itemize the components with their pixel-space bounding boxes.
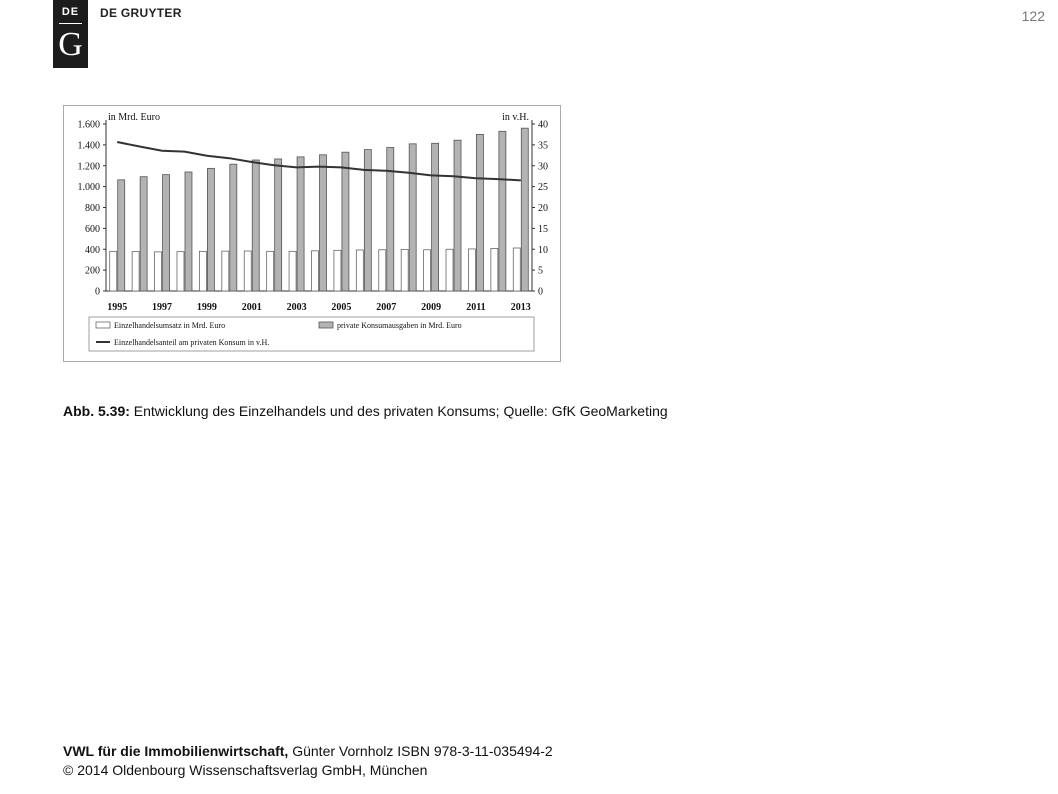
- logo-g-text: G: [58, 26, 83, 63]
- bar-einzelhandelsumsatz: [334, 250, 341, 291]
- bar-konsumausgaben: [521, 128, 528, 291]
- bar-einzelhandelsumsatz: [155, 252, 162, 291]
- logo-de-text: DE: [61, 6, 80, 18]
- legend-swatch-einzelhandelsumsatz: [96, 322, 110, 328]
- bar-konsumausgaben: [320, 155, 327, 291]
- bar-konsumausgaben: [454, 140, 461, 291]
- bar-einzelhandelsumsatz: [132, 252, 139, 291]
- bar-einzelhandelsumsatz: [401, 249, 408, 291]
- x-axis-tick-label: 2013: [510, 302, 531, 313]
- bar-einzelhandelsumsatz: [110, 251, 117, 291]
- left-axis-tick-label: 0: [95, 286, 100, 298]
- x-axis-tick-label: 2003: [286, 302, 307, 313]
- left-axis-tick-label: 400: [85, 244, 100, 256]
- chart-svg: [64, 106, 560, 361]
- bar-konsumausgaben: [163, 175, 170, 291]
- bar-konsumausgaben: [207, 168, 214, 291]
- x-axis-tick-label: 2005: [331, 302, 352, 313]
- legend-swatch-konsumausgaben: [319, 322, 333, 328]
- bar-konsumausgaben: [252, 160, 259, 291]
- publisher-logo: [53, 0, 88, 68]
- right-axis-label: in v.H.: [502, 112, 529, 123]
- page-number: 122: [1021, 8, 1045, 24]
- footer-line-1: [63, 742, 553, 761]
- left-axis-tick-label: 1.000: [77, 182, 100, 194]
- right-axis-tick-label: 10: [538, 244, 548, 256]
- left-axis-tick-label: 1.600: [77, 119, 100, 131]
- x-axis-tick-label: 2011: [466, 302, 486, 313]
- right-axis-tick-label: 0: [538, 286, 543, 298]
- bar-konsumausgaben: [499, 131, 506, 291]
- bar-konsumausgaben: [476, 134, 483, 291]
- x-axis-tick-label: 2007: [376, 302, 397, 313]
- bar-konsumausgaben: [342, 152, 349, 291]
- right-axis-tick-label: 5: [538, 265, 543, 277]
- bar-konsumausgaben: [432, 143, 439, 291]
- bar-einzelhandelsumsatz: [244, 251, 251, 291]
- bar-einzelhandelsumsatz: [468, 249, 475, 291]
- caption-text: Entwicklung des Einzelhandels und des privaten Konsums; Quelle: GfK GeoMarketing: [133, 403, 668, 419]
- bar-einzelhandelsumsatz: [177, 252, 184, 291]
- right-axis-tick-label: 20: [538, 203, 548, 214]
- footer-copyright: © 2014 Oldenbourg Wissenschaftsverlag GmbH, München: [63, 762, 428, 778]
- x-axis-tick-label: 2001: [241, 302, 262, 313]
- bar-einzelhandelsumsatz: [199, 251, 206, 291]
- book-title: VWL für die Immobilienwirtschaft,: [63, 743, 289, 759]
- bar-konsumausgaben: [409, 144, 416, 291]
- legend-label-konsumausgaben: private Konsumausgaben in Mrd. Euro: [337, 321, 462, 330]
- bar-einzelhandelsumsatz: [356, 250, 363, 291]
- book-footer: [63, 742, 553, 780]
- left-axis-tick-label: 200: [85, 265, 100, 277]
- bar-einzelhandelsumsatz: [312, 251, 319, 291]
- left-axis-tick-label: 1.400: [77, 140, 100, 152]
- left-axis-tick-label: 800: [85, 203, 100, 214]
- legend-label-einzelhandelsanteil: Einzelhandelsanteil am privaten Konsum in v.H.: [114, 338, 270, 347]
- book-authors-isbn: Günter Vornholz ISBN 978-3-11-035494-2: [292, 743, 553, 759]
- bar-einzelhandelsumsatz: [379, 250, 386, 291]
- x-axis-tick-label: 1999: [196, 302, 217, 313]
- bar-konsumausgaben: [118, 180, 125, 291]
- right-axis-tick-label: 30: [538, 161, 548, 173]
- bar-konsumausgaben: [275, 159, 282, 291]
- right-axis-tick-label: 35: [538, 140, 548, 152]
- chart-figure: [63, 105, 561, 362]
- left-axis-tick-label: 600: [85, 223, 100, 235]
- figure-caption: [63, 403, 668, 419]
- legend-label-einzelhandelsumsatz: Einzelhandelsumsatz in Mrd. Euro: [114, 321, 226, 330]
- publisher-name: DE GRUYTER: [100, 6, 182, 20]
- right-axis-tick-label: 40: [538, 119, 548, 131]
- right-axis-tick-label: 25: [538, 182, 548, 194]
- bar-einzelhandelsumsatz: [424, 250, 431, 291]
- bar-einzelhandelsumsatz: [267, 251, 274, 291]
- bar-einzelhandelsumsatz: [289, 251, 296, 291]
- bar-einzelhandelsumsatz: [222, 251, 229, 291]
- bar-konsumausgaben: [387, 147, 394, 291]
- left-axis-label: in Mrd. Euro: [108, 112, 160, 123]
- bar-einzelhandelsumsatz: [491, 248, 498, 291]
- caption-label: Abb. 5.39:: [63, 403, 130, 419]
- bar-konsumausgaben: [230, 164, 237, 291]
- bar-einzelhandelsumsatz: [513, 248, 520, 291]
- x-axis-tick-label: 2009: [421, 302, 442, 313]
- right-axis-tick-label: 15: [538, 223, 548, 235]
- bar-konsumausgaben: [185, 172, 192, 291]
- bar-einzelhandelsumsatz: [446, 249, 453, 291]
- bar-konsumausgaben: [297, 157, 304, 291]
- left-axis-tick-label: 1.200: [77, 161, 100, 173]
- bar-konsumausgaben: [140, 177, 147, 291]
- x-axis-tick-label: 1995: [107, 302, 128, 313]
- logo-divider: [59, 23, 82, 24]
- x-axis-tick-label: 1997: [152, 302, 173, 313]
